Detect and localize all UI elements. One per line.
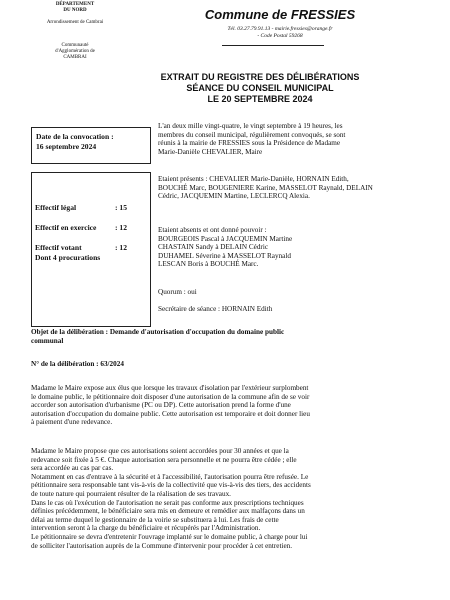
procurations-count: Dont 4 procurations <box>35 253 101 262</box>
convocation-box <box>31 127 151 164</box>
deliberation-number: N° de la délibération : 63/2024 <box>31 360 124 368</box>
contact-line: Tél. 03.27.79.91.13 - mairie.fressies@orange.fr <box>227 26 333 32</box>
effectifs-box <box>31 172 151 327</box>
effectif-votant: Effectif votant : 12 <box>35 243 128 252</box>
effectif-legal: Effectif légal : 15 <box>35 203 128 212</box>
absents-paragraph: Etaient absents et ont donné pouvoir : BOURGEOIS Pascal à JACQUEMIN Martine CHASTAIN Sandy à DELAIN Cédric DUHAMEL Séverine à MASSELOT Raynald LESCAN Boris à BOUCHÉ Marc. <box>158 226 293 269</box>
proposal-paragraph: Madame le Maire propose que ces autorisations soient accordées pour 30 années et que la redevance soit fixée à 5 €. Chaque autorisation sera personnelle et ne pourra être cédée ; elle sera accordée au cas par cas. Notamment en cas d'entrave à la sécurité et à l'accessibilité, l'autorisation pourra être refusée. Le pétitionnaire sera responsable tant vis-à-vis de la collectivité que vis-à-vis des tiers, des accidents de toute nature qui pourraient résulter de la réalisation de ses travaux. Dans le cas où l'exécution de l'autorisation ne serait pas conforme aux prescriptions techniques définies précédemment, le bénéficiaire sera mis en demeure et remédier aux malfaçons dans un délai au terme duquel le gestionnaire de la voirie se substituera à lui. Les frais de cette intervention seront à la charge du bénéficiaire et récupérés par l'Administration. Le pétitionnaire se devra d'entretenir l'ouvrage implanté sur le domaine public, à charge pour lui de solliciter l'autorisation auprès de la Commune d'intervenir pour procéder à cet entretien. <box>31 447 311 550</box>
expose-paragraph: Madame le Maire expose aux élus que lorsque les travaux d'isolation par l'extérieur surplombent le domaine public, le pétitionnaire doit disposer d'une autorisation de la commune afin de se voir accorder son autorisation d'urbanisme (PC ou DP). Cette autorisation prend la forme d'une autorisation d'occupation du domaine public. Cette autorisation est temporaire et doit donner lieu à paiement d'une redevance. <box>31 384 310 427</box>
effectif-exercice: Effectif en exercice : 12 <box>35 223 128 232</box>
presents-paragraph: Etaient présents : CHEVALIER Marie-Danièle, HORNAIN Edith, BOUCHÉ Marc, BOUGENIERE Karine, MASSELOT Raynald, DELAIN Cédric, JACQUEMIN Martine, LECLERCQ Alexia. <box>158 175 373 201</box>
postal-code-line: - Code Postal 59268 <box>257 33 303 39</box>
document-title <box>110 72 410 105</box>
quorum-text: Quorum : oui <box>158 288 197 296</box>
agglomeration-label: Communauté d'Agglomération de CAMBRAI <box>55 43 95 60</box>
deliberation-object: Objet de la délibération : Demande d'autorisation d'occupation du domaine public communal <box>31 328 285 345</box>
arrondissement-label: Arrondissement de Cambrai <box>46 20 104 25</box>
convocation-date: 16 septembre 2024 <box>36 142 97 151</box>
secretaire-text: Secrétaire de séance : HORNAIN Edith <box>158 305 273 313</box>
commune-title: Commune de FRESSIES <box>204 7 356 22</box>
department-label: DÉPARTEMENT DU NORD <box>55 2 95 13</box>
title-line-2: SÉANCE DU CONSEIL MUNICIPAL <box>186 83 334 93</box>
convocation-label: Date de la convocation : <box>36 132 114 141</box>
title-line-3: LE 20 SEPTEMBRE 2024 <box>207 94 313 104</box>
header-rule <box>222 45 324 46</box>
title-line-1: EXTRAIT DU REGISTRE DES DÉLIBÉRATIONS <box>160 72 360 82</box>
intro-paragraph: L'an deux mille vingt-quatre, le vingt septembre à 19 heures, les membres du conseil municipal, régulièrement convoqués, se sont réunis à la mairie de FRESSIES sous la Présidence de Madame Marie-Danièle CHEVALIER, Maire <box>158 122 346 156</box>
